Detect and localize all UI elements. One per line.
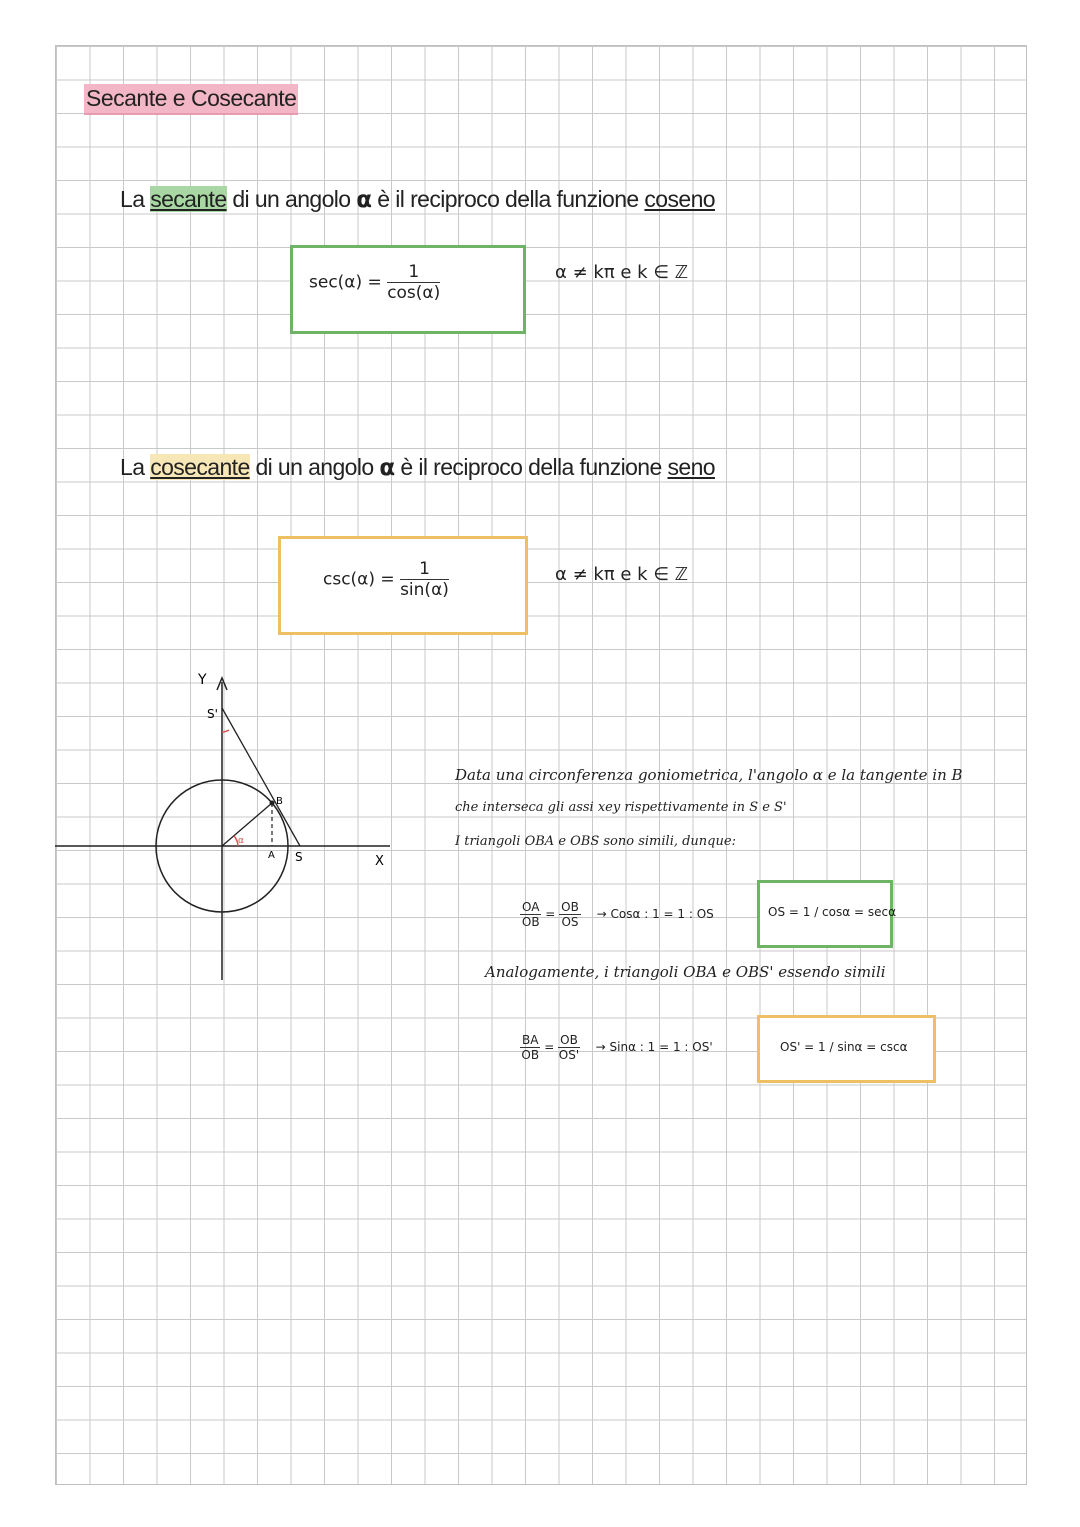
- cosecant-func: seno: [667, 454, 715, 480]
- result-cosecant-text: OS' = 1 / sinα = cscα: [780, 1040, 908, 1054]
- label-s-prime: S': [207, 707, 218, 721]
- label-alpha: α: [238, 836, 244, 846]
- prop2-right-den: OS': [558, 1048, 580, 1062]
- secant-sentence: [120, 186, 715, 213]
- proportion-1: $\frac{OA}{OB}$ = $\frac{OB}{OS}$ → Cosα : 1 = 1 : OS: [521, 900, 714, 929]
- label-y: Y: [198, 672, 207, 688]
- prop1-left-fraction: [520, 900, 541, 929]
- proportion-2: $\frac{BA}{OB}$ = $\frac{OB}{OS'}$ → Sinα : 1 = 1 : OS': [521, 1033, 713, 1062]
- prop1-right-fraction: [559, 900, 581, 929]
- note-line-4: Analogamente, i triangoli OBA e OBS' essendo simili: [485, 963, 886, 981]
- label-x: X: [375, 854, 384, 869]
- result-secant-text: OS = 1 / cosα = secα: [768, 905, 896, 919]
- cosecant-sentence: [120, 454, 715, 481]
- cosecant-alpha: α: [379, 455, 395, 481]
- prop1-result: → Cosα : 1 = 1 : OS: [596, 907, 714, 921]
- prop1-left-den: OB: [521, 915, 540, 929]
- label-a: A: [268, 850, 275, 861]
- secant-term: secante: [150, 186, 227, 212]
- cosecant-formula-lhs: csc(α) =: [323, 569, 395, 590]
- result-box-cosecant: [757, 1015, 936, 1083]
- label-b: B: [276, 796, 283, 807]
- note-line-2: che interseca gli assi xey rispettivamente in S e S': [455, 800, 787, 815]
- prop1-left-num: OA: [522, 900, 540, 914]
- cosecant-prefix: La: [120, 454, 145, 480]
- prop2-result: → Sinα : 1 = 1 : OS': [595, 1040, 713, 1054]
- page-title: Secante e Cosecante: [84, 84, 298, 115]
- cosecant-term: cosecante: [150, 454, 250, 480]
- prop1-right-num: OB: [561, 900, 579, 914]
- secant-formula: [309, 262, 440, 303]
- secant-numerator: 1: [387, 262, 440, 283]
- secant-prefix: La: [120, 186, 145, 212]
- result-box-secant: [757, 880, 896, 948]
- cosecant-denominator: sin(α): [400, 580, 449, 600]
- secant-condition: α ≠ kπ e k ∈ ℤ: [555, 262, 689, 283]
- cosecant-suffix: è il reciproco della funzione: [400, 454, 662, 480]
- radius-ob: [222, 803, 272, 846]
- secant-alpha: α: [356, 187, 372, 213]
- prop2-left-fraction: [520, 1033, 540, 1062]
- cosecant-condition: α ≠ kπ e k ∈ ℤ: [555, 564, 689, 585]
- prop2-left-num: BA: [522, 1033, 539, 1047]
- tangent-line: [222, 708, 300, 846]
- secant-denominator: cos(α): [387, 283, 441, 303]
- unit-circle-diagram: [40, 660, 420, 990]
- cosecant-fraction: [400, 559, 449, 600]
- cosecant-formula: [323, 559, 449, 600]
- cosecant-formula-box: [278, 536, 528, 635]
- secant-formula-box: [290, 245, 526, 334]
- secant-formula-lhs: sec(α) =: [309, 272, 382, 293]
- cosecant-numerator: 1: [400, 559, 449, 580]
- secant-fraction: [387, 262, 440, 303]
- prop2-left-den: OB: [521, 1048, 540, 1062]
- cosecant-middle: di un angolo: [255, 454, 374, 480]
- label-s: S: [295, 850, 303, 864]
- prop1-right-den: OS: [561, 915, 579, 929]
- note-line-3: I triangoli OBA e OBS sono simili, dunque:: [455, 834, 736, 849]
- secant-suffix: è il reciproco della funzione: [377, 186, 639, 212]
- secant-func: coseno: [644, 186, 715, 212]
- secant-middle: di un angolo: [232, 186, 351, 212]
- prop2-right-num: OB: [560, 1033, 578, 1047]
- note-line-1: Data una circonferenza goniometrica, l'angolo α e la tangente in B: [455, 766, 963, 784]
- point-b: [270, 801, 275, 806]
- angle-arc-s-prime: [222, 730, 229, 732]
- prop2-right-fraction: [558, 1033, 580, 1062]
